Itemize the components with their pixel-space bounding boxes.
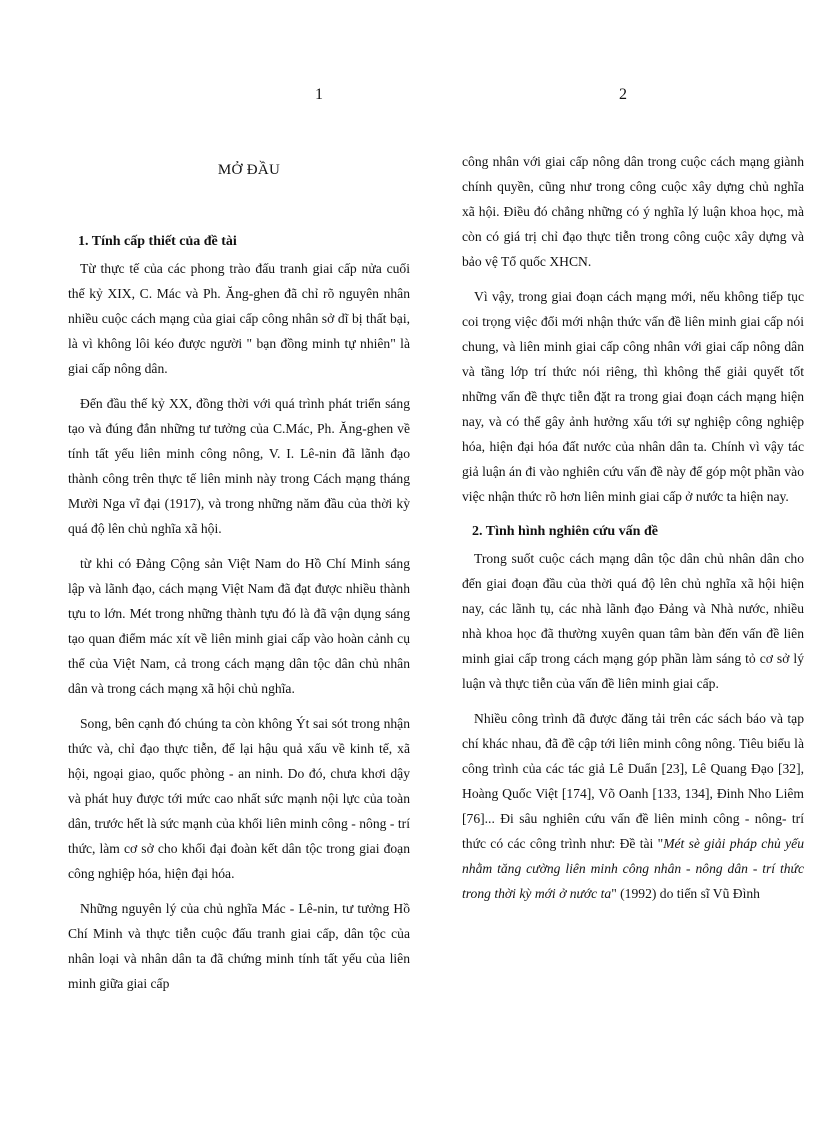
continuation-paragraph: công nhân với giai cấp nông dân trong cuộc cách mạng giành chính quyền, cũng như trong công cuộc xây dựng chủ nghĩa xã hội. Điều đó chẳng những có ý nghĩa lý luận khoa học, mà còn có giá trị chỉ đạo thực tiễn trong công cuộc xây dựng và bảo vệ Tổ quốc XHCN. [462,154,804,269]
left-page [68,0,410,1123]
paragraph: Những nguyên lý của chủ nghĩa Mác - Lê-nin, tư tưởng Hồ Chí Minh và thực tiễn cuộc đấu tranh giai cấp, dân tộc của nhân loại và nhân dân ta đã chứng minh tính tất yếu của liên minh giữa giai cấp [68,901,410,991]
right-page [462,0,804,1123]
paragraph: Trong suốt cuộc cách mạng dân tộc dân chủ nhân dân cho đến giai đoạn đầu của thời quá độ lên chủ nghĩa xã hội hiện nay, các lãnh tụ, các nhà lãnh đạo Đảng và Nhà nước, nhiều nhà khoa học đã thường xuyên quan tâm bàn đến vấn đề liên minh giai cấp trong cách mạng góp phần làm sáng tỏ cơ sở lý luận và thực tiễn của vấn đề liên minh giai cấp. [462,551,804,691]
page-number-left: 1 [315,86,323,103]
paragraph: Vì vậy, trong giai đoạn cách mạng mới, nếu không tiếp tục coi trọng việc đổi mới nhận thức vấn đề liên minh giai cấp nói chung, và liên minh giai cấp công nhân với giai cấp nông dân và tầng lớp trí thức nói riêng, thì không thể giải quyết tốt những vấn đề thực tiễn đặt ra trong giai đoạn cách mạng hiện nay, và có thể gây ảnh hưởng xấu tới sự nghiệp công nghiệp hóa, hiện đại hóa đất nước của nhân dân ta. Chính vì vậy tác giả luận án đi vào nghiên cứu vấn đề này để góp một phần vào việc nhận thức rõ hơn liên minh giai cấp ở nước ta hiện nay. [462,289,804,504]
paragraph: Song, bên cạnh đó chúng ta còn không Ýt sai sót trong nhận thức và, chỉ đạo thực tiễn, để lại hậu quả xấu về kinh tế, xã hội, ngoại giao, quốc phòng - an ninh. Do đó, chưa khơi dậy và phát huy được tới mức cao nhất sức mạnh nội lực của toàn dân, trước hết là sức mạnh của khối liên minh công - nông - trí thức, làm cơ sở cho khối đại đoàn kết dân tộc trong giai đoạn công nghiệp hóa, hiện đại hóa. [68,716,410,881]
left-page-content [68,158,410,1006]
section-2-heading: 2. Tình hình nghiên cứu vấn đề [472,524,658,539]
paragraph: Đến đầu thế kỷ XX, đồng thời với quá trình phát triển sáng tạo và đúng đắn những tư tưởng của C.Mác, Ph. Ăng-ghen về tính tất yếu liên minh công nông, V. I. Lê-nin đã lãnh đạo thành công trên thực tế liên minh này trong Cách mạng tháng Mười Nga vĩ đại (1917), và trong những năm đầu của thời kỳ quá độ lên chủ nghĩa xã hội. [68,396,410,536]
page-number-right: 2 [619,86,627,103]
right-page-content [462,149,804,916]
paragraph-text: Nhiều công trình đã được đăng tải trên các sách báo và tạp chí khác nhau, đã đề cập tới liên minh công nông. Tiêu biểu là công trình của các tác giả Lê Duẩn [23], Lê Quang Đạo [32], Hoàng Quốc Việt [174], Võ Oanh [133, 134], Đinh Nho Liêm [76]... Đi sâu nghiên cứu vấn đề liên minh công - nông- trí thức có các công trình như: Đề tài " [462,711,804,851]
paragraph-text: " (1992) do tiến sĩ Vũ Đình [611,886,760,901]
paragraph: Từ thực tế của các phong trào đấu tranh giai cấp nửa cuối thế kỷ XIX, C. Mác và Ph. Ăng-ghen đã chỉ rõ nguyên nhân nhiều cuộc cách mạng của giai cấp công nhân sở dĩ bị thất bại, là vì không lôi kéo được người " bạn đồng minh tự nhiên" là giai cấp nông dân. [68,261,410,376]
page-title: MỞ ĐẦU [217,162,281,178]
section-1-heading: 1. Tính cấp thiết của đề tài [78,234,237,249]
paragraph-with-italic-title [462,706,804,906]
paragraph: từ khi có Đảng Cộng sản Việt Nam do Hồ Chí Minh sáng lập và lãnh đạo, cách mạng Việt Nam đã đạt được nhiều thành tựu to lớn. Mét trong những thành tựu đó là đã vận dụng sáng tạo quan điểm mác xít về liên minh giai cấp vào hoàn cảnh cụ thể của Việt Nam, cả trong cách mạng dân tộc dân chủ nhân dân và trong cách mạng xã hội chủ nghĩa. [68,556,410,696]
italic-work-title: Mét sè giải pháp chủ yếu nhằm tăng cường liên minh công nhân - nông dân - trí thức trong thời kỳ mới ở nước ta [462,836,805,901]
